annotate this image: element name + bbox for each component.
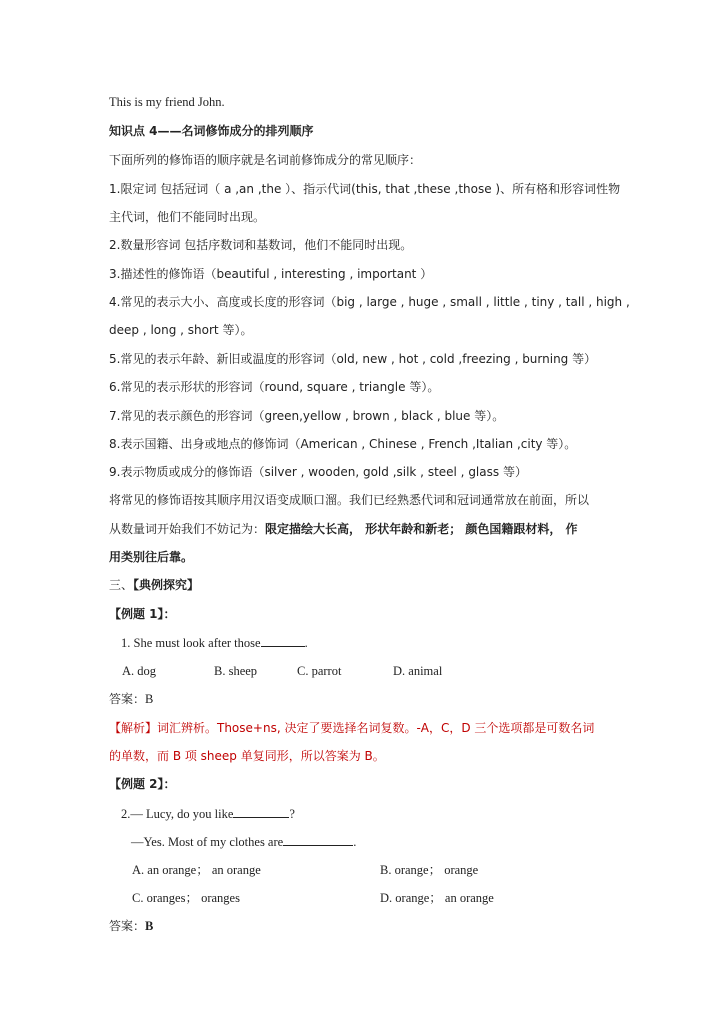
rule-item-4-line2: deep , long , short 等）。: [109, 323, 253, 337]
section-number: 三、: [109, 578, 134, 592]
rule-item-4-line1: 4.常见的表示大小、高度或长度的形容词（big , large , huge , small , little , tiny , tall , high ,: [109, 295, 630, 309]
answer-value: B: [145, 919, 154, 933]
mnemonic-line1: 将常见的修饰语按其顺序用汉语变成顺口溜。我们已经熟悉代词和冠词通常放在前面，所以: [109, 493, 590, 507]
question-text: —Yes. Most of my clothes are: [131, 835, 284, 849]
example-2-option-d: D. orange； an orange: [380, 891, 494, 905]
section-title: 【典例探究】: [133, 578, 200, 592]
example-1-option-b: B. sheep: [214, 664, 258, 678]
example-2-option-a: A. an orange； an orange: [132, 863, 261, 877]
question-end: .: [304, 636, 308, 650]
rule-item-7: 7.常见的表示颜色的形容词（green,yellow , brown , black , blue 等）。: [109, 409, 505, 423]
answer-label: 答案：: [109, 919, 146, 933]
example-2-question-line2: [131, 833, 356, 850]
example-1-question: [121, 634, 308, 651]
answer-label: 答案：: [109, 692, 146, 706]
example-1-analysis-line1: 【解析】词汇辨析。Those+ns, 决定了要选择名词复数。-A，C，D 三个选项都是可数名词: [109, 721, 595, 735]
rule-item-2: 2.数量形容词 包括序数词和基数词，他们不能同时出现。: [109, 238, 413, 252]
rule-item-9: 9.表示物质或成分的修饰语（silver , wooden, gold ,silk , steel , glass 等）: [109, 465, 527, 479]
rule-item-1-line2: 主代词，他们不能同时出现。: [109, 210, 266, 224]
example-2-option-c: C. oranges； oranges: [132, 891, 240, 905]
question-text: 2.— Lucy, do you like: [121, 807, 234, 821]
answer-blank: [283, 833, 353, 846]
question-end: ?: [289, 807, 295, 821]
question-text: 1. She must look after those: [121, 636, 261, 650]
answer-blank: [261, 634, 305, 647]
example-2-question-line1: [121, 805, 295, 822]
example-2-label: 【例题 2】：: [109, 777, 176, 791]
mnemonic-line3: 用类别往后靠。: [109, 550, 194, 564]
rule-item-1-line1: 1.限定词 包括冠词（ a ,an ,the ）、指示代词(this, that ,these ,those )、所有格和形容词性物: [109, 182, 621, 196]
rule-item-8: 8.表示国籍、出身或地点的修饰词（American , Chinese , French ,Italian ,city 等）。: [109, 437, 577, 451]
example-1-option-d: D. animal: [393, 664, 443, 678]
example-2-answer: [109, 918, 153, 934]
example-1-option-a: A. dog: [122, 664, 157, 678]
section-lead: 下面所列的修饰语的顺序就是名词前修饰成分的常见顺序：: [109, 153, 422, 167]
section-heading-3: [109, 577, 199, 593]
answer-value: B: [145, 692, 154, 706]
mnemonic-verse: 限定描绘大长高， 形状年龄和新老； 颜色国籍跟材料， 作: [265, 522, 578, 536]
example-1-answer: [109, 691, 153, 707]
example-1-label: 【例题 1】：: [109, 607, 176, 621]
example-1-option-c: C. parrot: [297, 664, 342, 678]
question-end: .: [353, 835, 357, 849]
example-2-option-b: B. orange； orange: [380, 863, 479, 877]
rule-item-5: 5.常见的表示年龄、新旧或温度的形容词（old, new , hot , cold ,freezing , burning 等）: [109, 352, 597, 366]
mnemonic-intro: 从数量词开始我们不妨记为：: [109, 522, 266, 536]
answer-blank: [233, 805, 289, 818]
rule-item-6: 6.常见的表示形状的形容词（round, square , triangle 等）。: [109, 380, 440, 394]
section-heading-4: 知识点 4——名词修饰成分的排列顺序: [109, 124, 314, 138]
rule-item-3: 3.描述性的修饰语（beautiful , interesting , important ）: [109, 267, 433, 281]
mnemonic-line2: [109, 521, 578, 537]
example-1-analysis-line2: 的单数，而 B 项 sheep 单复同形，所以答案为 B。: [109, 749, 385, 763]
intro-sentence: This is my friend John.: [109, 95, 225, 109]
